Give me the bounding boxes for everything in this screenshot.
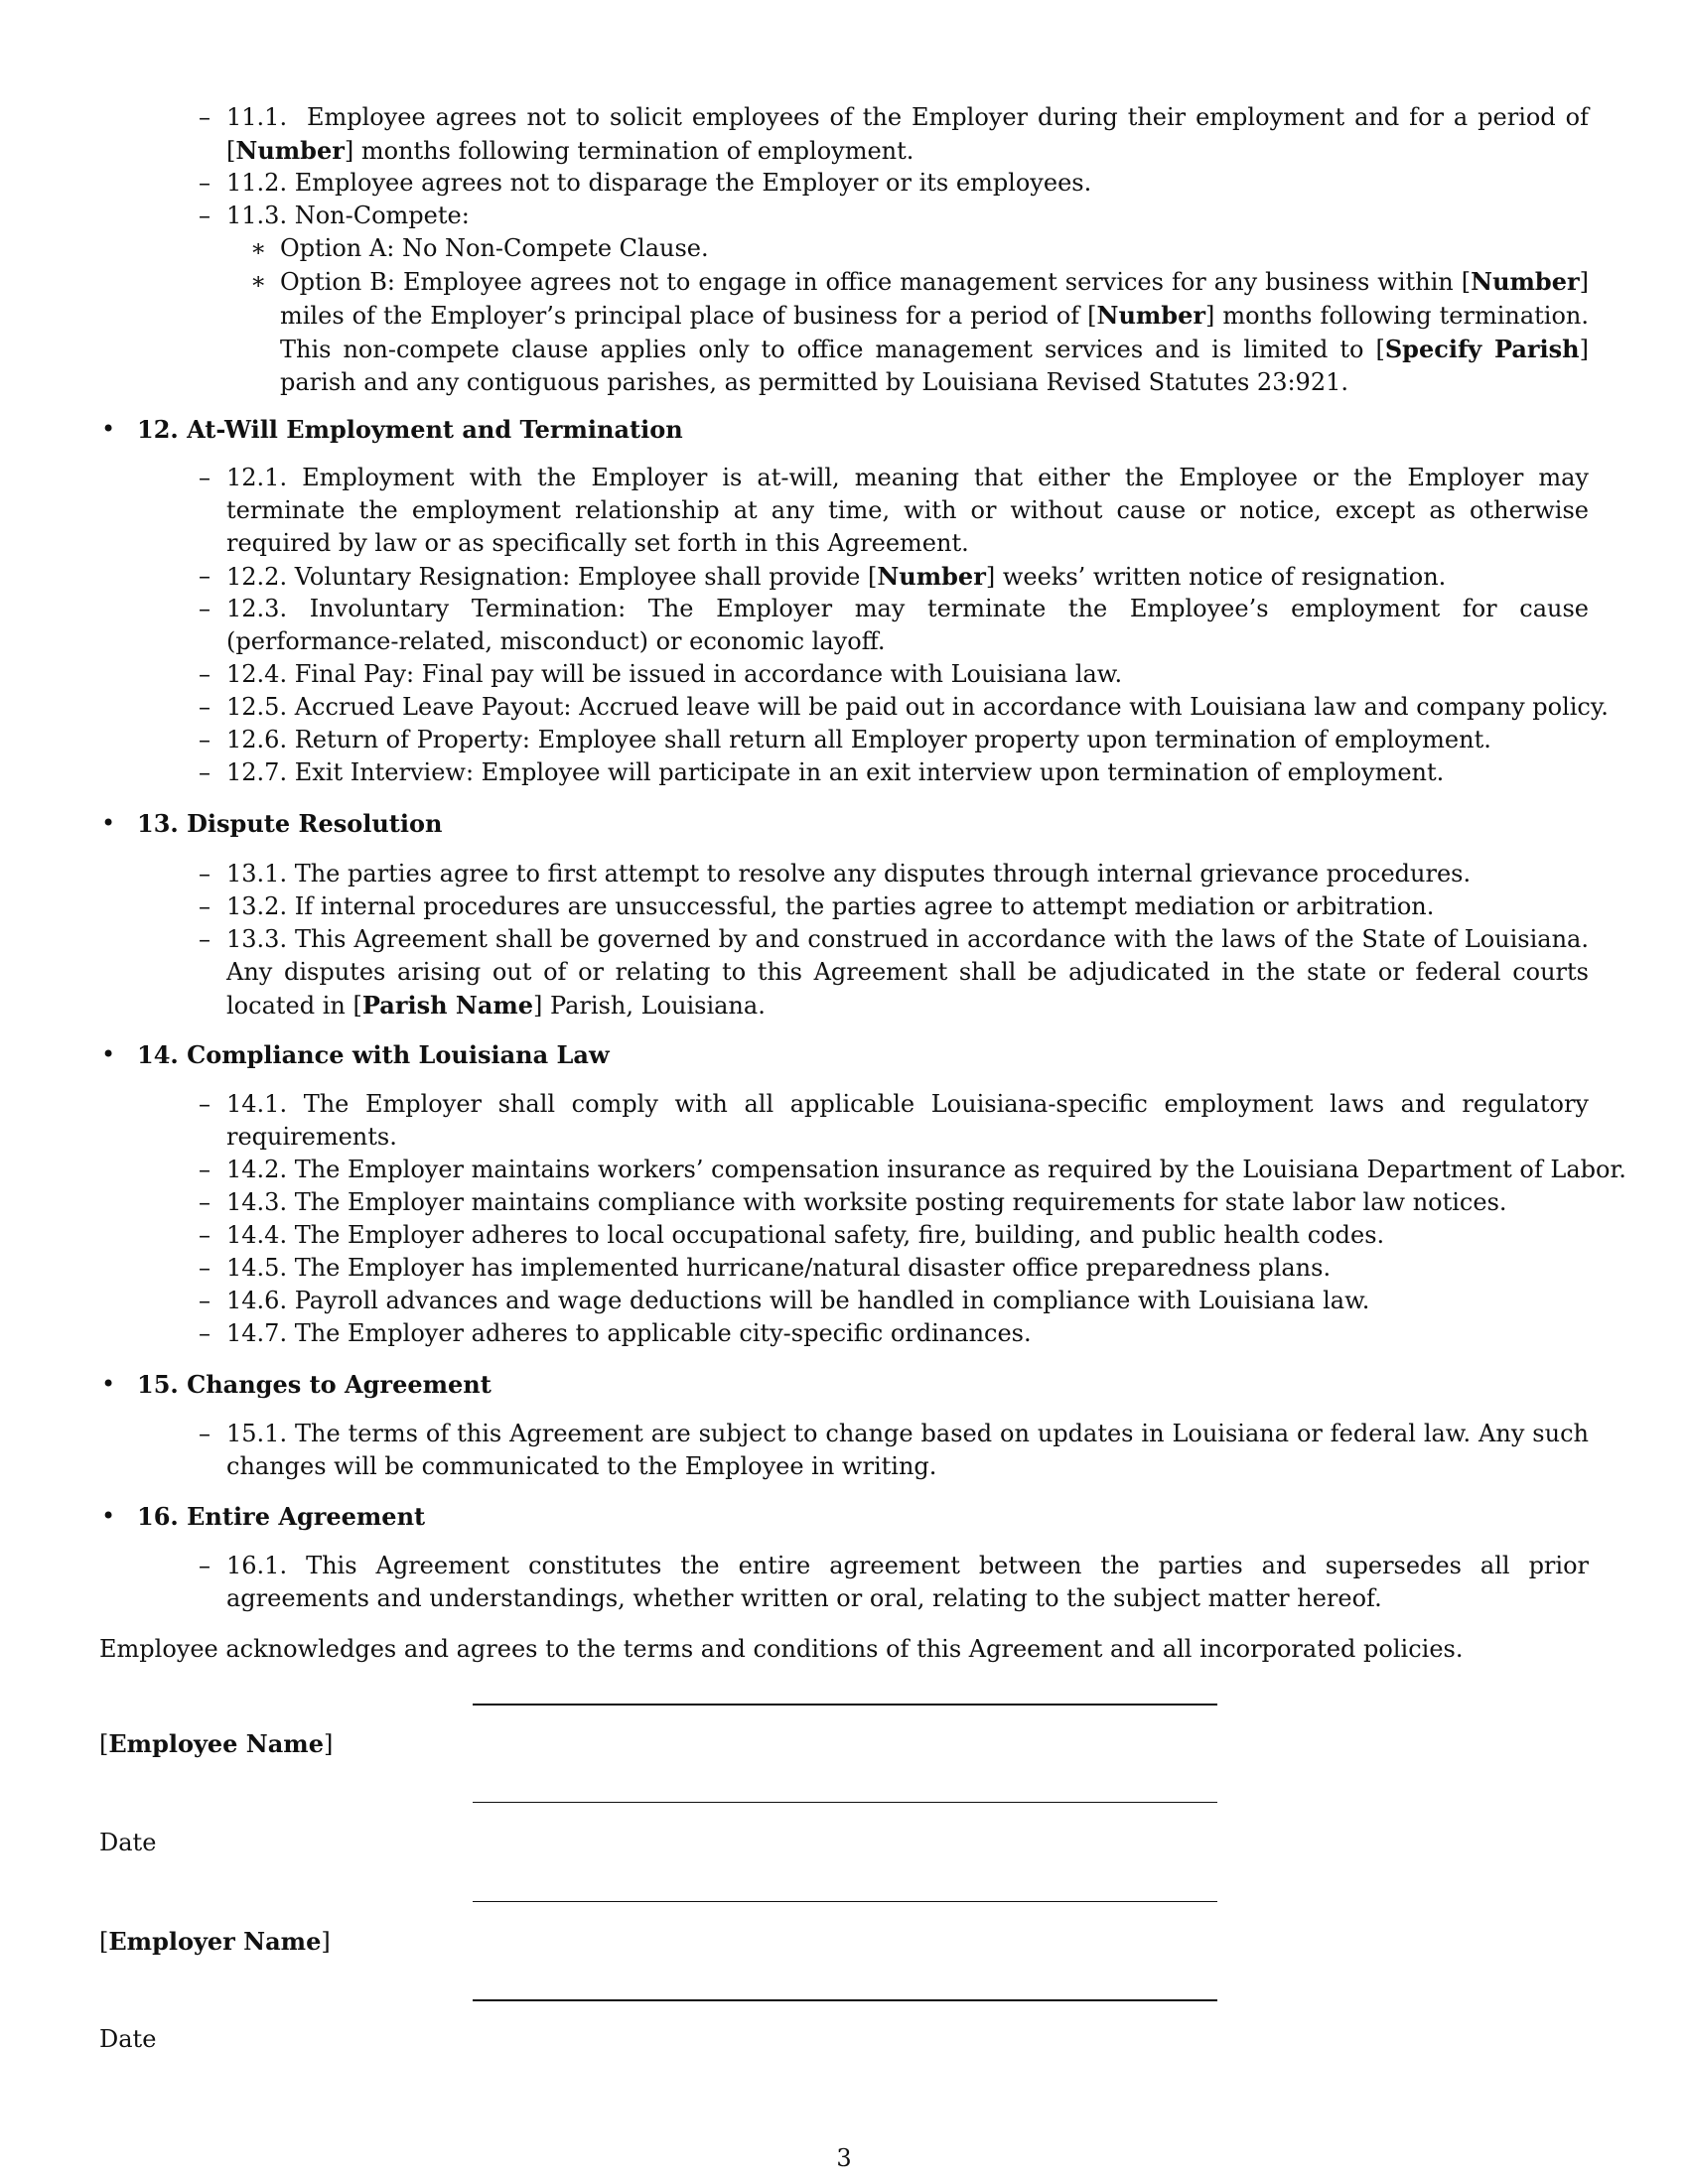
section-title: 13. Dispute Resolution [137, 809, 443, 838]
clause-text: This Agreement constitutes the entire agreement between the parties and supersedes all prior agreements and understandings, whether written or oral, relating to the subject matter hereof. [226, 1552, 1589, 1612]
option-text: Option A: No Non-Compete Clause. [280, 234, 709, 262]
clause-text: The Employer has implemented hurricane/natural disaster office preparedness plans. [294, 1254, 1332, 1282]
section-heading-12 [101, 413, 683, 446]
clause-16-1 [199, 1550, 1589, 1615]
dash-marker: – [199, 693, 211, 721]
clause-number: 14.4. [226, 1221, 288, 1249]
clause-number: 14.3. [226, 1188, 288, 1216]
employer-signature-line[interactable] [473, 1901, 1217, 1902]
clause-number: 12.2. [226, 563, 288, 591]
employee-date-label: Date [99, 1829, 157, 1856]
dash-marker: – [199, 202, 211, 229]
placeholder-number: Number [1096, 301, 1205, 330]
clause-12-3 [199, 593, 1589, 658]
dash-marker: – [199, 892, 211, 920]
bullet-marker: • [101, 1040, 116, 1068]
dash-marker: – [199, 169, 211, 197]
clause-text: The Employer maintains workers’ compensation insurance as required by the Louisiana Department of Labor. [294, 1156, 1626, 1183]
option-text: Option B: Employee agrees not to engage in office management services for any business within [280, 268, 1462, 296]
clause-number: 12.6. [226, 726, 288, 753]
bullet-marker: • [101, 1370, 116, 1398]
clause-14-4 [199, 1219, 1589, 1252]
clause-12-6 [199, 724, 1589, 756]
clause-14-5 [199, 1252, 1589, 1285]
clause-number: 12.1. [226, 464, 288, 491]
clause-number: 11.2. [226, 169, 288, 197]
employer-date-label: Date [99, 2025, 157, 2053]
section-heading-15 [101, 1368, 492, 1401]
section-title: 16. Entire Agreement [137, 1502, 426, 1531]
placeholder-number: Number [1471, 267, 1580, 296]
clause-text: Employee agrees not to solicit employees of the Employer during their employment and for a period of [306, 103, 1589, 131]
clause-number: 12.7. [226, 758, 288, 786]
clause-14-6 [199, 1285, 1589, 1317]
clause-11-3 [199, 200, 1589, 232]
placeholder-number: Number [235, 136, 345, 165]
section-title: 15. Changes to Agreement [137, 1370, 492, 1399]
clause-number: 11.3. [226, 202, 288, 229]
bullet-marker: • [101, 415, 116, 443]
section-heading-16 [101, 1500, 426, 1533]
clause-text: The Employer adheres to applicable city-specific ordinances. [294, 1319, 1032, 1347]
clause-text: The Employer shall comply with all applicable Louisiana-specific employment laws and regulatory requirements. [226, 1090, 1589, 1151]
clause-text: months following termination of employment. [353, 137, 914, 165]
clause-12-5 [199, 691, 1609, 724]
clause-13-1 [199, 858, 1589, 890]
clause-number: 14.6. [226, 1287, 288, 1314]
placeholder-parish-name: Parish Name [361, 991, 534, 1020]
clause-text: Involuntary Termination: The Employer may terminate the Employee’s employment for cause (performance-related, misconduct) or economic layoff. [226, 595, 1589, 655]
clause-number: 13.1. [226, 860, 288, 887]
clause-11-1: – 11.1. Employee agrees not to solicit employees of the Employer during their employment and for a period of [Number] months following termination of employment. [199, 103, 1589, 165]
dash-marker: – [199, 1156, 211, 1183]
clause-15-1 [199, 1418, 1589, 1483]
clause-12-4 [199, 658, 1589, 691]
clause-number: 14.2. [226, 1156, 288, 1183]
dash-marker: – [199, 726, 211, 753]
clause-text: Accrued Leave Payout: Accrued leave will be paid out in accordance with Louisiana law and company policy. [294, 693, 1609, 721]
acknowledgement-text: Employee acknowledges and agrees to the terms and conditions of this Agreement and all incorporated policies. [99, 1635, 1464, 1663]
clause-14-3 [199, 1186, 1589, 1219]
dash-marker: – [199, 103, 211, 131]
placeholder-parish: Specify Parish [1384, 335, 1580, 363]
placeholder-number: Number [877, 562, 986, 591]
employer-date-line[interactable] [473, 1999, 1217, 2001]
clause-number: 12.5. [226, 693, 288, 721]
bullet-marker: • [101, 809, 116, 837]
dash-marker: – [199, 925, 211, 953]
section-title: 14. Compliance with Louisiana Law [137, 1040, 610, 1069]
dash-marker: – [199, 595, 211, 622]
dash-marker: – [199, 1188, 211, 1216]
dash-marker: – [199, 860, 211, 887]
clause-14-2 [199, 1154, 1626, 1186]
clause-number: 14.7. [226, 1319, 288, 1347]
clause-13-3: – 13.3. This Agreement shall be governed by and construed in accordance with the laws of the State of Louisiana. Any disputes arising out of or relating to this Agreement shall be adjudicated in the state or federal courts located in [Parish Name] Parish, Louisiana. [199, 925, 1589, 1020]
dash-marker: – [199, 1287, 211, 1314]
clause-number: 16.1. [226, 1552, 288, 1579]
clause-13-2 [199, 890, 1589, 923]
dash-marker: – [199, 464, 211, 491]
dash-marker: – [199, 1420, 211, 1447]
section-title: 12. At-Will Employment and Termination [137, 415, 683, 444]
clause-text: This Agreement shall be governed by and construed in accordance with the laws of the State of Louisiana. Any disputes arising out of or relating to this Agreement shall be adjudicated in the state or federal courts located in [226, 925, 1589, 1020]
clause-14-7 [199, 1317, 1589, 1350]
dash-marker: – [199, 1221, 211, 1249]
clause-text: Employment with the Employer is at-will, meaning that either the Employee or the Employer may terminate the employment relationship at any time, with or without cause or notice, except as otherwise required by law or as specifically set forth in this Agreement. [226, 464, 1589, 557]
clause-12-7 [199, 756, 1589, 789]
option-a [250, 232, 1589, 265]
bullet-marker: • [101, 1502, 116, 1530]
star-marker: ∗ [250, 234, 267, 262]
dash-marker: – [199, 562, 211, 590]
clause-text: The terms of this Agreement are subject to change based on updates in Louisiana or federal law. Any such changes will be communicated to the Employee in writing. [226, 1420, 1589, 1480]
dash-marker: – [199, 1090, 211, 1118]
employee-date-line[interactable] [473, 1802, 1217, 1803]
clause-number: 14.5. [226, 1254, 288, 1282]
clause-text: If internal procedures are unsuccessful, the parties agree to attempt mediation or arbitration. [294, 892, 1435, 920]
clause-text: Final Pay: Final pay will be issued in accordance with Louisiana law. [294, 660, 1123, 688]
clause-text: The Employer adheres to local occupational safety, fire, building, and public health codes. [294, 1221, 1385, 1249]
clause-text: The parties agree to first attempt to resolve any disputes through internal grievance procedures. [294, 860, 1472, 887]
clause-12-1 [199, 462, 1589, 560]
employer-name-label: [Employer Name] [99, 1927, 331, 1956]
employee-name-label: [Employee Name] [99, 1729, 334, 1758]
dash-marker: – [199, 1319, 211, 1347]
clause-text: Employee agrees not to disparage the Employer or its employees. [294, 169, 1092, 197]
section-heading-14 [101, 1038, 610, 1071]
page-number: 3 [836, 2144, 852, 2172]
option-b: ∗ Option B: Employee agrees not to engage in office management services for any business within [Number] miles of the Employer’s principal place of business for a period of [Number] months following termination. This non-compete clause applies only to office management services and is limited to [Specify Parish] parish and any contiguous parishes, as permitted by Louisiana Revised Statutes 23:921. [250, 267, 1590, 396]
clause-text: The Employer maintains compliance with worksite posting requirements for state labor law notices. [294, 1188, 1507, 1216]
clause-14-1 [199, 1088, 1589, 1154]
section-heading-13 [101, 807, 443, 840]
clause-12-2: – 12.2. Voluntary Resignation: Employee shall provide [Number] weeks’ written notice of resignation. [199, 562, 1447, 591]
dash-marker: – [199, 1254, 211, 1282]
clause-11-2 [199, 167, 1589, 200]
clause-number: 13.3. [226, 925, 288, 953]
dash-marker: – [199, 1552, 211, 1579]
clause-number: 14.1. [226, 1090, 288, 1118]
star-marker: ∗ [250, 267, 267, 295]
clause-text: Payroll advances and wage deductions will be handled in compliance with Louisiana law. [294, 1287, 1370, 1314]
dash-marker: – [199, 660, 211, 688]
clause-number: 12.4. [226, 660, 288, 688]
clause-text: Exit Interview: Employee will participate in an exit interview upon termination of employment. [294, 758, 1445, 786]
clause-text: Non-Compete: [294, 202, 470, 229]
clause-number: 11.1. [226, 103, 288, 131]
dash-marker: – [199, 758, 211, 786]
employee-signature-line[interactable] [473, 1704, 1217, 1706]
clause-number: 13.2. [226, 892, 288, 920]
clause-text: Return of Property: Employee shall return all Employer property upon termination of employment. [294, 726, 1491, 753]
clause-number: 12.3. [226, 595, 288, 622]
clause-number: 15.1. [226, 1420, 288, 1447]
clause-text: Voluntary Resignation: Employee shall provide [294, 563, 868, 591]
